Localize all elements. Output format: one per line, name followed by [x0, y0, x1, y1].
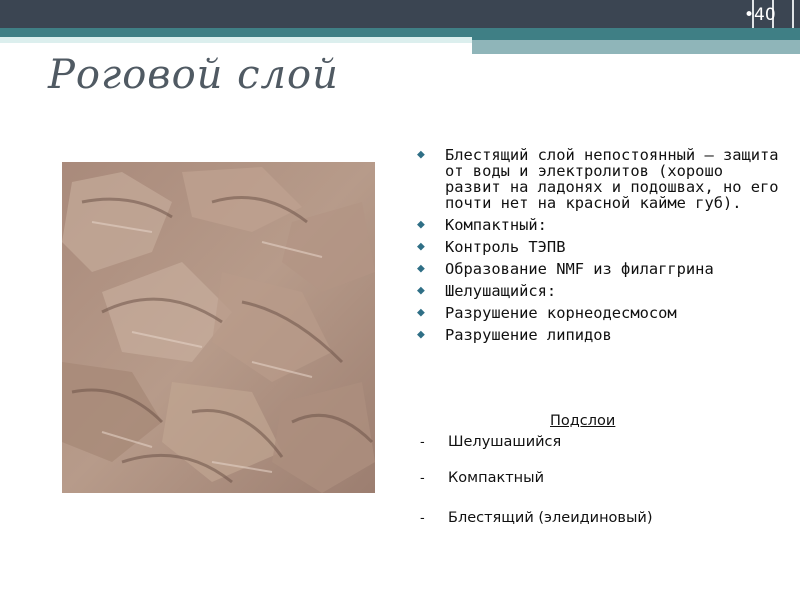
- bullet-list: [415, 147, 785, 349]
- slide-title: Роговой слой: [48, 52, 339, 98]
- bullet-text: Шелушащийся:: [445, 282, 557, 300]
- diamond-bullet-icon: ◆: [417, 217, 425, 232]
- diamond-bullet-icon: ◆: [417, 305, 425, 320]
- bullet-text: Разрушение липидов: [445, 326, 612, 344]
- bullet-item: [415, 283, 785, 299]
- stratum-corneum-micrograph: [62, 162, 375, 493]
- bullet-text: Образование NMF из филаггрина: [445, 260, 714, 278]
- diamond-bullet-icon: ◆: [417, 147, 425, 162]
- bullet-text: Блестящий слой непостоянный – защита от воды и электролитов (хорошо развит на ладонях и подошвах, но его почти нет на красной кайме губ).: [445, 146, 779, 212]
- bullet-item: [415, 305, 785, 321]
- dash-icon: -: [420, 511, 425, 526]
- bullet-item: [415, 327, 785, 343]
- bullet-item: [415, 239, 785, 255]
- sublayer-item: [420, 470, 544, 486]
- dash-icon: -: [420, 471, 425, 486]
- bullet-item: [415, 217, 785, 233]
- diamond-bullet-icon: ◆: [417, 327, 425, 342]
- bullet-item: [415, 147, 785, 211]
- sublayer-item: [420, 434, 561, 450]
- diamond-bullet-icon: ◆: [417, 261, 425, 276]
- header-stripe-light: [0, 37, 472, 43]
- sublayers-heading: Подслои: [550, 413, 616, 429]
- bullet-text: Разрушение корнеодесмосом: [445, 304, 677, 322]
- sublayer-text: Компактный: [448, 470, 545, 486]
- bullet-item: [415, 261, 785, 277]
- decor-tick: [792, 0, 794, 28]
- bullet-text: Контроль ТЭПВ: [445, 238, 566, 256]
- bullet-text: Компактный:: [445, 216, 547, 234]
- diamond-bullet-icon: ◆: [417, 239, 425, 254]
- slide-number: •40: [744, 5, 776, 25]
- sublayer-item: [420, 510, 653, 526]
- header-stripe-right: [472, 40, 800, 54]
- diamond-bullet-icon: ◆: [417, 283, 425, 298]
- top-bar: [0, 0, 800, 28]
- dash-icon: -: [420, 435, 425, 450]
- sublayer-text: Шелушашийся: [448, 434, 562, 450]
- micrograph-image: [62, 162, 375, 493]
- sublayer-text: Блестящий (элеидиновый): [448, 510, 653, 526]
